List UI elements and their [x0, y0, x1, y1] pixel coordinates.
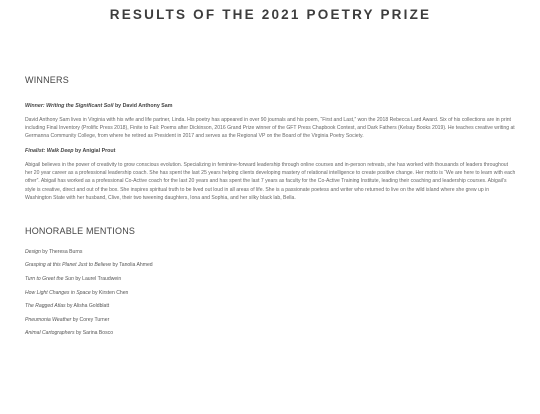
finalist-label: Finalist:: [25, 148, 46, 155]
honorable-mentions-section: [25, 226, 516, 338]
finalist-work-title: Walk Deep: [46, 148, 74, 155]
mention-author: by Kirsten Chen: [92, 289, 129, 296]
winner-author: by David Anthony Sam: [114, 103, 173, 109]
winners-heading: WINNERS: [25, 75, 69, 85]
list-item: [25, 290, 516, 297]
mention-author: by Corey Turner: [72, 316, 110, 323]
mention-work-title: Grasping at this Planet Just to Believe: [25, 262, 112, 269]
finalist-title: [25, 148, 516, 155]
mention-author: by Tanolia Ahmed: [112, 262, 153, 269]
mention-work-title: Design: [25, 248, 41, 255]
honorable-mentions-list: [25, 249, 516, 338]
finalist-bio: Abigail believes in the power of creativity to grow conscious evolution. Specializing in feminine-forward leadership through online courses and in-person retreats, she has worked with thousands of leaders throughout her 20 year career as a professional leadership coach. She has spent the last 25 years helping clients developing mastery of relational intelligence to create positive change. Her motto is “We are here to learn with each other”. Abigail has worked as a professional Co-Active coach for the last 20 years and has spent the last 7 years as faculty for the Co-Active Training Institute, leading their coaching and leadership courses. Abigail’s style is creative, direct and out of the box. She inspires spiritual truth to be lived out loud in all areas of life. She is a passionate poetess and writer who returned to live on the wild island where she grew up in Washington State with her husband, Clive, their two tweening daughters, Iona and Sophia, and her silky black lab, Bella.: [25, 162, 516, 201]
page: [0, 7, 540, 414]
winner-bio: David Anthony Sam lives in Virginia with his wife and life partner, Linda. His poetry has appeared in over 90 journals and his poem, “First and Last,” won the 2018 Rebecca Lard Award. Six of his collections are in print including Final Inventory (Prolific Press 2018), Finite to Fail: Poems after Dickinson, 2016 Grand Prize winner of the GFT Press Chapbook Contest, and Dark Fathers (Kelsay Books 2019). He teaches creative writing at Germanna Community College, from where he retired as President in 2017 and serves as the Regional VP on the Board of the Virginia Poetry Society.: [25, 117, 515, 140]
mention-work-title: Turn to Greet the Sun: [25, 275, 74, 282]
list-item: [25, 249, 516, 256]
winner-title: [25, 103, 516, 110]
winners-section: [25, 75, 516, 202]
mention-work-title: Animal Cartographers: [25, 330, 75, 337]
list-item: [25, 317, 516, 324]
mention-work-title: The Ragged Atlas: [25, 303, 66, 310]
finalist-author: by Anigial Prout: [74, 148, 116, 155]
winner-work-title: Writing the Significant Soil: [46, 103, 114, 109]
list-item: [25, 262, 516, 269]
winner-label: Winner:: [25, 103, 45, 109]
list-item: [25, 330, 516, 337]
mention-author: by Alisha Goldblatt: [67, 303, 110, 310]
mention-work-title: Pneumonia Weather: [25, 316, 72, 323]
list-item: [25, 276, 516, 283]
list-item: [25, 303, 516, 310]
honorable-mentions-heading: HONORABLE MENTIONS: [25, 225, 136, 236]
mention-author: by Laurel Traudwein: [75, 275, 122, 282]
mention-author: by Sarina Bosco: [75, 330, 114, 337]
mention-work-title: How Light Changes in Space: [25, 289, 91, 296]
mention-author: by Theresa Burns: [42, 248, 83, 255]
page-title: RESULTS OF THE 2021 POETRY PRIZE: [109, 7, 432, 22]
